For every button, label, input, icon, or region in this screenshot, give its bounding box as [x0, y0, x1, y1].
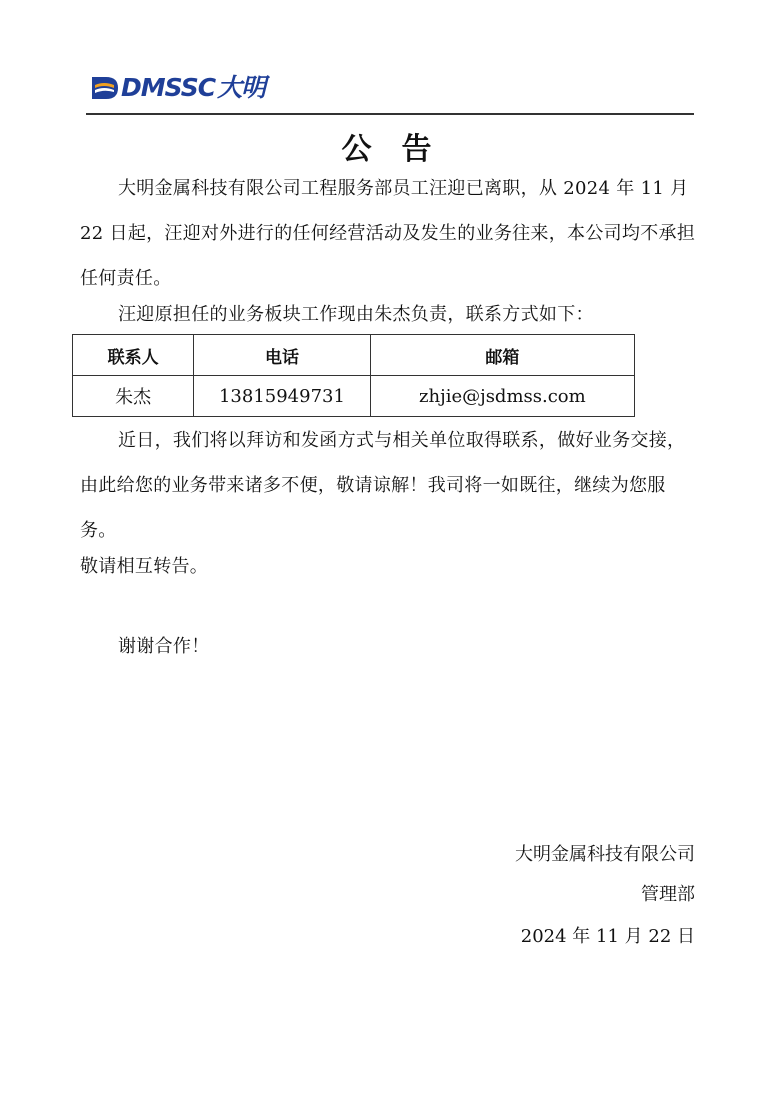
signature-company: 大明金属科技有限公司 [515, 844, 695, 865]
paragraph-handover: 近日，我们将以拜访和发函方式与相关单位取得联系，做好业务交接，由此给您的业务带来诸多不便，敬请谅解！我司将一如既往，继续为您服务。 [80, 430, 686, 541]
table-row [73, 376, 635, 417]
table-header-row [73, 335, 635, 376]
page-title: 公告 [341, 132, 462, 167]
signature-department: 管理部 [641, 884, 695, 905]
logo-text-cn: 大明 [217, 73, 266, 102]
table-header-email: 邮箱 [370, 335, 634, 376]
paragraph-resignation-notice: 大明金属科技有限公司工程服务部员工汪迎已离职，从 2024 年 11 月 22 日起，汪迎对外进行的任何经营活动及发生的业务往来，本公司均不承担任何责任。 [80, 178, 696, 289]
logo-wordmark [121, 73, 265, 103]
table-cell-email: zhjie@jsdmss.com [370, 376, 634, 417]
table-header-phone: 电话 [194, 335, 371, 376]
table-cell-contact: 朱杰 [73, 376, 194, 417]
header-divider [86, 113, 694, 115]
company-logo [90, 72, 265, 104]
contact-table [72, 334, 635, 417]
signature-date: 2024 年 11 月 22 日 [520, 926, 695, 947]
table-cell-phone: 13815949731 [194, 376, 371, 417]
logo-text-en: DMSSC [121, 73, 216, 102]
logo-emblem-icon [90, 73, 120, 103]
paragraph-please-share: 敬请相互转告。 [80, 556, 209, 577]
paragraph-thanks: 谢谢合作！ [118, 636, 210, 657]
table-header-contact: 联系人 [73, 335, 194, 376]
paragraph-contact-intro: 汪迎原担任的业务板块工作现由朱杰负责，联系方式如下： [118, 304, 594, 325]
